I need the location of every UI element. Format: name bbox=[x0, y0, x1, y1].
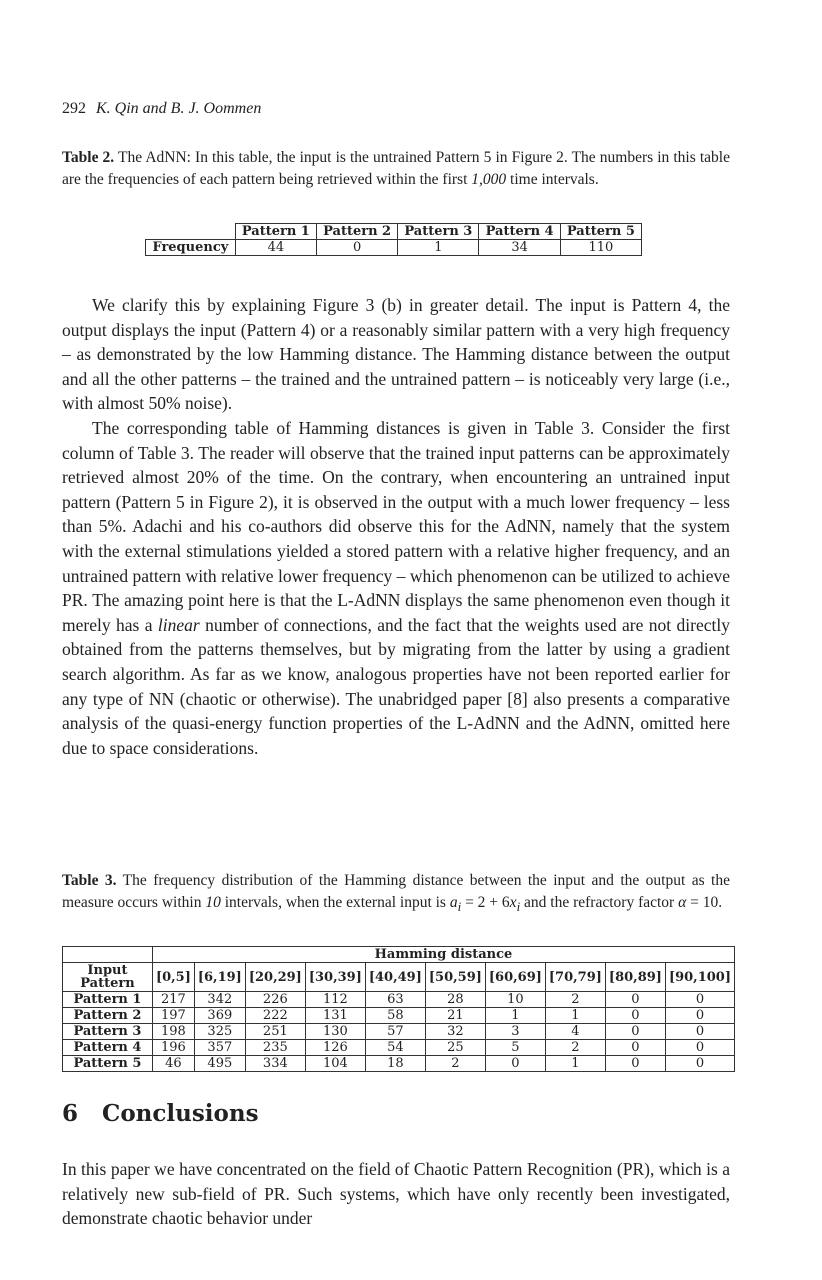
table2-col-header: Pattern 2 bbox=[316, 224, 397, 240]
section-number: 6 bbox=[62, 1100, 79, 1127]
table3-cell: 0 bbox=[665, 992, 734, 1008]
table3-cell: 18 bbox=[365, 1056, 425, 1072]
table3-cell: 0 bbox=[485, 1056, 545, 1072]
table3-cell: 0 bbox=[605, 1024, 665, 1040]
table3-cell: 325 bbox=[194, 1024, 245, 1040]
paragraph-text: The corresponding table of Hamming distances is given in Table 3. Consider the first column of Table 3. The reader will observe that the trained input patterns can be approximately retrieved almost 20% of the time. On the contrary, when encountering an untrained input pattern (Pattern 5 in Figure 2), it is observed in the output with a much lower frequency – less than 5%. Adachi and his co-authors did observe this for the AdNN, namely that the system with the external stimulations yielded a stored pattern with a relative higher frequency, and an untrained pattern with relative lower frequency – which phenomenon can be utilized to achieve PR. The amazing point here is that the L-AdNN displays the same phenomenon even though it merely has a bbox=[62, 417, 730, 635]
table3-cell: 112 bbox=[305, 992, 365, 1008]
body-text bbox=[62, 293, 730, 760]
table3-cell: 357 bbox=[194, 1040, 245, 1056]
table3-caption-text: and the refractory factor bbox=[520, 894, 679, 911]
table3-row-label: Pattern 1 bbox=[63, 992, 153, 1008]
table3-cell: 342 bbox=[194, 992, 245, 1008]
table3-cell: 217 bbox=[152, 992, 194, 1008]
table2-cell: 34 bbox=[479, 240, 560, 256]
table3-row-label: Pattern 5 bbox=[63, 1056, 153, 1072]
formula-sub-i: i bbox=[516, 899, 521, 915]
table3-caption-text: = 2 + 6 bbox=[461, 894, 510, 911]
table3-row bbox=[63, 1008, 735, 1024]
paragraph: We clarify this by explaining Figure 3 (b) in greater detail. The input is Pattern 4, the output displays the input (Pattern 4) or a reasonably similar pattern with a very high frequency – as demonstrated by the low Hamming distance. The Hamming distance between the output and all the other patterns – the trained and the untrained pattern – is noticeably very large (i.e., with almost 50% noise). bbox=[62, 295, 730, 414]
table2-cell: 0 bbox=[316, 240, 397, 256]
table3-row-label: Pattern 3 bbox=[63, 1024, 153, 1040]
table3-cell: 131 bbox=[305, 1008, 365, 1024]
table2-cell: 44 bbox=[235, 240, 316, 256]
table3-row bbox=[63, 992, 735, 1008]
page-number: 292 bbox=[62, 100, 86, 117]
paragraph-italic: linear bbox=[157, 614, 200, 635]
table3-cell: 130 bbox=[305, 1024, 365, 1040]
table3-col-header: [60,69] bbox=[485, 963, 545, 992]
table3-cell: 126 bbox=[305, 1040, 365, 1056]
table3-col-header: [80,89] bbox=[605, 963, 665, 992]
table3-cell: 197 bbox=[152, 1008, 194, 1024]
table3-cell: 0 bbox=[665, 1008, 734, 1024]
formula-var-x: x bbox=[509, 894, 517, 911]
section-heading bbox=[62, 1100, 259, 1127]
table3-cell: 21 bbox=[425, 1008, 485, 1024]
table3-row bbox=[63, 1024, 735, 1040]
table3-cell: 25 bbox=[425, 1040, 485, 1056]
table2-cell: 110 bbox=[560, 240, 641, 256]
table3-col-header: [0,5] bbox=[152, 963, 194, 992]
table3-cell: 0 bbox=[665, 1024, 734, 1040]
table3-group-header-row bbox=[63, 947, 735, 963]
table3-cell: 1 bbox=[485, 1008, 545, 1024]
table3-cell: 57 bbox=[365, 1024, 425, 1040]
table3-cell: 1 bbox=[545, 1008, 605, 1024]
table2-col-header: Pattern 5 bbox=[560, 224, 641, 240]
table3-cell: 2 bbox=[545, 1040, 605, 1056]
table3-cell: 0 bbox=[605, 992, 665, 1008]
table2 bbox=[145, 223, 642, 256]
table3 bbox=[62, 946, 735, 1072]
table3-cell: 198 bbox=[152, 1024, 194, 1040]
table3-col-header: [30,39] bbox=[305, 963, 365, 992]
table3-cell: 1 bbox=[545, 1056, 605, 1072]
table3-cell: 251 bbox=[245, 1024, 305, 1040]
table3-row-label: Pattern 4 bbox=[63, 1040, 153, 1056]
table3-cell: 2 bbox=[545, 992, 605, 1008]
table3-caption bbox=[62, 870, 730, 918]
table3-cell: 226 bbox=[245, 992, 305, 1008]
table3-group-header: Hamming distance bbox=[152, 947, 734, 963]
table3-header-row bbox=[63, 963, 735, 992]
table3-col-header: [20,29] bbox=[245, 963, 305, 992]
table2-row-label: Frequency bbox=[146, 240, 236, 256]
table2-caption bbox=[62, 147, 730, 191]
paragraph: In this paper we have concentrated on the field of Chaotic Pattern Recognition (PR), which is a relatively new sub-field of PR. Such systems, which have only recently been investigated, demonstrate chaotic behavior under bbox=[62, 1159, 730, 1229]
table3-cell: 2 bbox=[425, 1056, 485, 1072]
conclusions-text bbox=[62, 1157, 730, 1231]
table3-cell: 235 bbox=[245, 1040, 305, 1056]
table3-col-header: [40,49] bbox=[365, 963, 425, 992]
section-title: Conclusions bbox=[102, 1100, 259, 1127]
table2-header-row bbox=[146, 224, 642, 240]
table3-cell: 0 bbox=[665, 1040, 734, 1056]
table3-cell: 0 bbox=[665, 1056, 734, 1072]
table2-row bbox=[146, 240, 642, 256]
table3-cell: 0 bbox=[605, 1040, 665, 1056]
formula-var-a: a bbox=[449, 894, 458, 911]
table3-col-header: [90,100] bbox=[665, 963, 734, 992]
running-head bbox=[62, 100, 261, 118]
table3-cell: 4 bbox=[545, 1024, 605, 1040]
table3-cell: 0 bbox=[605, 1008, 665, 1024]
paragraph bbox=[62, 416, 730, 760]
table3-cell: 495 bbox=[194, 1056, 245, 1072]
table2-caption-text: The AdNN: In this table, the input is the untrained Pattern 5 in Figure 2. The numbers in this table are the frequencies of each pattern being retrieved within the first bbox=[62, 149, 730, 188]
table3-cell: 369 bbox=[194, 1008, 245, 1024]
table3-cell: 54 bbox=[365, 1040, 425, 1056]
table2-col-header: Pattern 1 bbox=[235, 224, 316, 240]
table3-cell: 32 bbox=[425, 1024, 485, 1040]
table3-caption-italic: 10 bbox=[205, 894, 221, 911]
table2-caption-label: Table 2. bbox=[62, 149, 115, 166]
table2-caption-italic: 1,000 bbox=[471, 171, 507, 188]
table3-caption-text: The frequency distribution of the Hamming distance between the input and the output as the measure occurs within bbox=[62, 872, 730, 911]
table3-cell: 28 bbox=[425, 992, 485, 1008]
table3-row bbox=[63, 1040, 735, 1056]
table3-col-header: [6,19] bbox=[194, 963, 245, 992]
table3-corner-header: Input Pattern bbox=[63, 963, 153, 992]
table2-cell: 1 bbox=[398, 240, 479, 256]
table2-corner bbox=[146, 224, 236, 240]
table3-cell: 5 bbox=[485, 1040, 545, 1056]
table3-cell: 0 bbox=[605, 1056, 665, 1072]
table3-corner-top bbox=[63, 947, 153, 963]
table3-cell: 334 bbox=[245, 1056, 305, 1072]
table2-col-header: Pattern 4 bbox=[479, 224, 560, 240]
table3-cell: 63 bbox=[365, 992, 425, 1008]
formula-sub-i: i bbox=[457, 899, 462, 915]
table2-caption-text-end: time intervals. bbox=[506, 171, 599, 188]
table3-caption-text: intervals, when the external input is bbox=[220, 894, 450, 911]
table3-cell: 58 bbox=[365, 1008, 425, 1024]
table3-cell: 10 bbox=[485, 992, 545, 1008]
table3-col-header: [50,59] bbox=[425, 963, 485, 992]
table3-cell: 104 bbox=[305, 1056, 365, 1072]
table2-col-header: Pattern 3 bbox=[398, 224, 479, 240]
table3-cell: 196 bbox=[152, 1040, 194, 1056]
table3-row-label: Pattern 2 bbox=[63, 1008, 153, 1024]
table3-caption-label: Table 3. bbox=[62, 872, 117, 889]
table3-cell: 222 bbox=[245, 1008, 305, 1024]
table3-cell: 3 bbox=[485, 1024, 545, 1040]
table3-col-header: [70,79] bbox=[545, 963, 605, 992]
running-head-authors: K. Qin and B. J. Oommen bbox=[96, 100, 262, 117]
table3-row bbox=[63, 1056, 735, 1072]
formula-alpha: α bbox=[678, 894, 687, 911]
table3-cell: 46 bbox=[152, 1056, 194, 1072]
table3-caption-text: = 10. bbox=[686, 894, 723, 911]
paragraph-text: number of connections, and the fact that the weights used are not directly obtained from the patterns themselves, but by migrating from the latter by using a gradient search algorithm. As far as we know, analogous properties have not been reported earlier for any type of NN (chaotic or otherwise). The unabridged paper [8] also presents a comparative analysis of the quasi-energy function properties of the L-AdNN and the AdNN, omitted here due to space considerations. bbox=[62, 614, 730, 758]
